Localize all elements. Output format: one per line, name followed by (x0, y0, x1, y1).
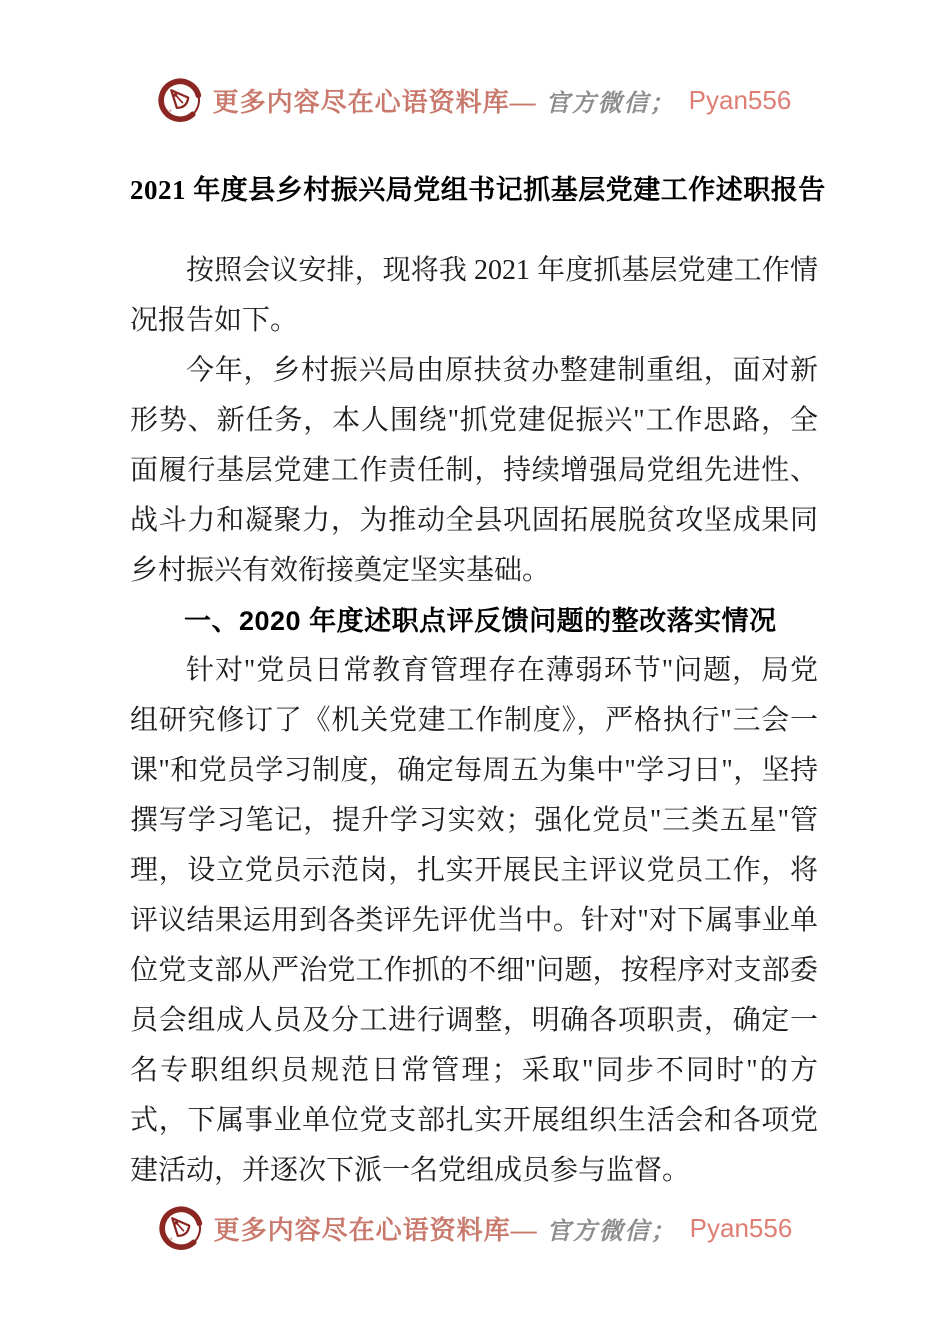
header-watermark (130, 0, 818, 126)
pen-swirl-logo-icon (158, 1205, 205, 1252)
section-heading-rectification: 一、2020 年度述职点评反馈问题的整改落实情况 (184, 606, 777, 636)
paragraph-overview: 今年，乡村振兴局由原扶贫办整建制重组，面对新形势、新任务，本人围绕"抓党建促振兴"工作思路，全面履行基层党建工作责任制，持续增强局党组先进性、战斗力和凝聚力，为推动全县巩固拓展脱贫攻坚成果同乡村振兴有效衔接奠定坚实基础。 (130, 355, 818, 586)
footer-watermark (0, 1202, 950, 1254)
watermark-wechat-account: Pyan556 (689, 1212, 793, 1243)
watermark-wechat-label: 官方微信； (545, 87, 676, 117)
document-body (130, 246, 818, 1196)
watermark-wechat-account: Pyan556 (688, 84, 792, 115)
pen-swirl-logo-icon (157, 77, 204, 124)
paragraph-rectification-details: 针对"党员日常教育管理存在薄弱环节"问题，局党组研究修订了《机关党建工作制度》，严格执行"三会一课"和党员学习制度，确定每周五为集中"学习日"，坚持撰写学习笔记，提升学习实效；强化党员"三类五星"管理，设立党员示范岗，扎实开展民主评议党员工作，将评议结果运用到各类评先评优当中。针对"对下属事业单位党支部从严治党工作抓的不细"问题，按程序对支部委员会组成人员及分工进行调整，明确各项职责，确定一名专职组织员规范日常管理；采取"同步不同时"的方式，下属事业单位党支部扎实开展组织生活会和各项党建活动，并逐次下派一名党组成员参与监督。 (130, 655, 818, 1186)
watermark-wechat-label: 官方微信； (546, 1215, 677, 1245)
document-title: 2021 年度县乡村振兴局党组书记抓基层党建工作述职报告 (130, 175, 826, 205)
paragraph-intro: 按照会议安排，现将我 2021 年度抓基层党建工作情况报告如下。 (130, 255, 818, 336)
watermark-slogan: 更多内容尽在心语资料库— (213, 1215, 538, 1245)
watermark-slogan: 更多内容尽在心语资料库— (212, 87, 537, 117)
